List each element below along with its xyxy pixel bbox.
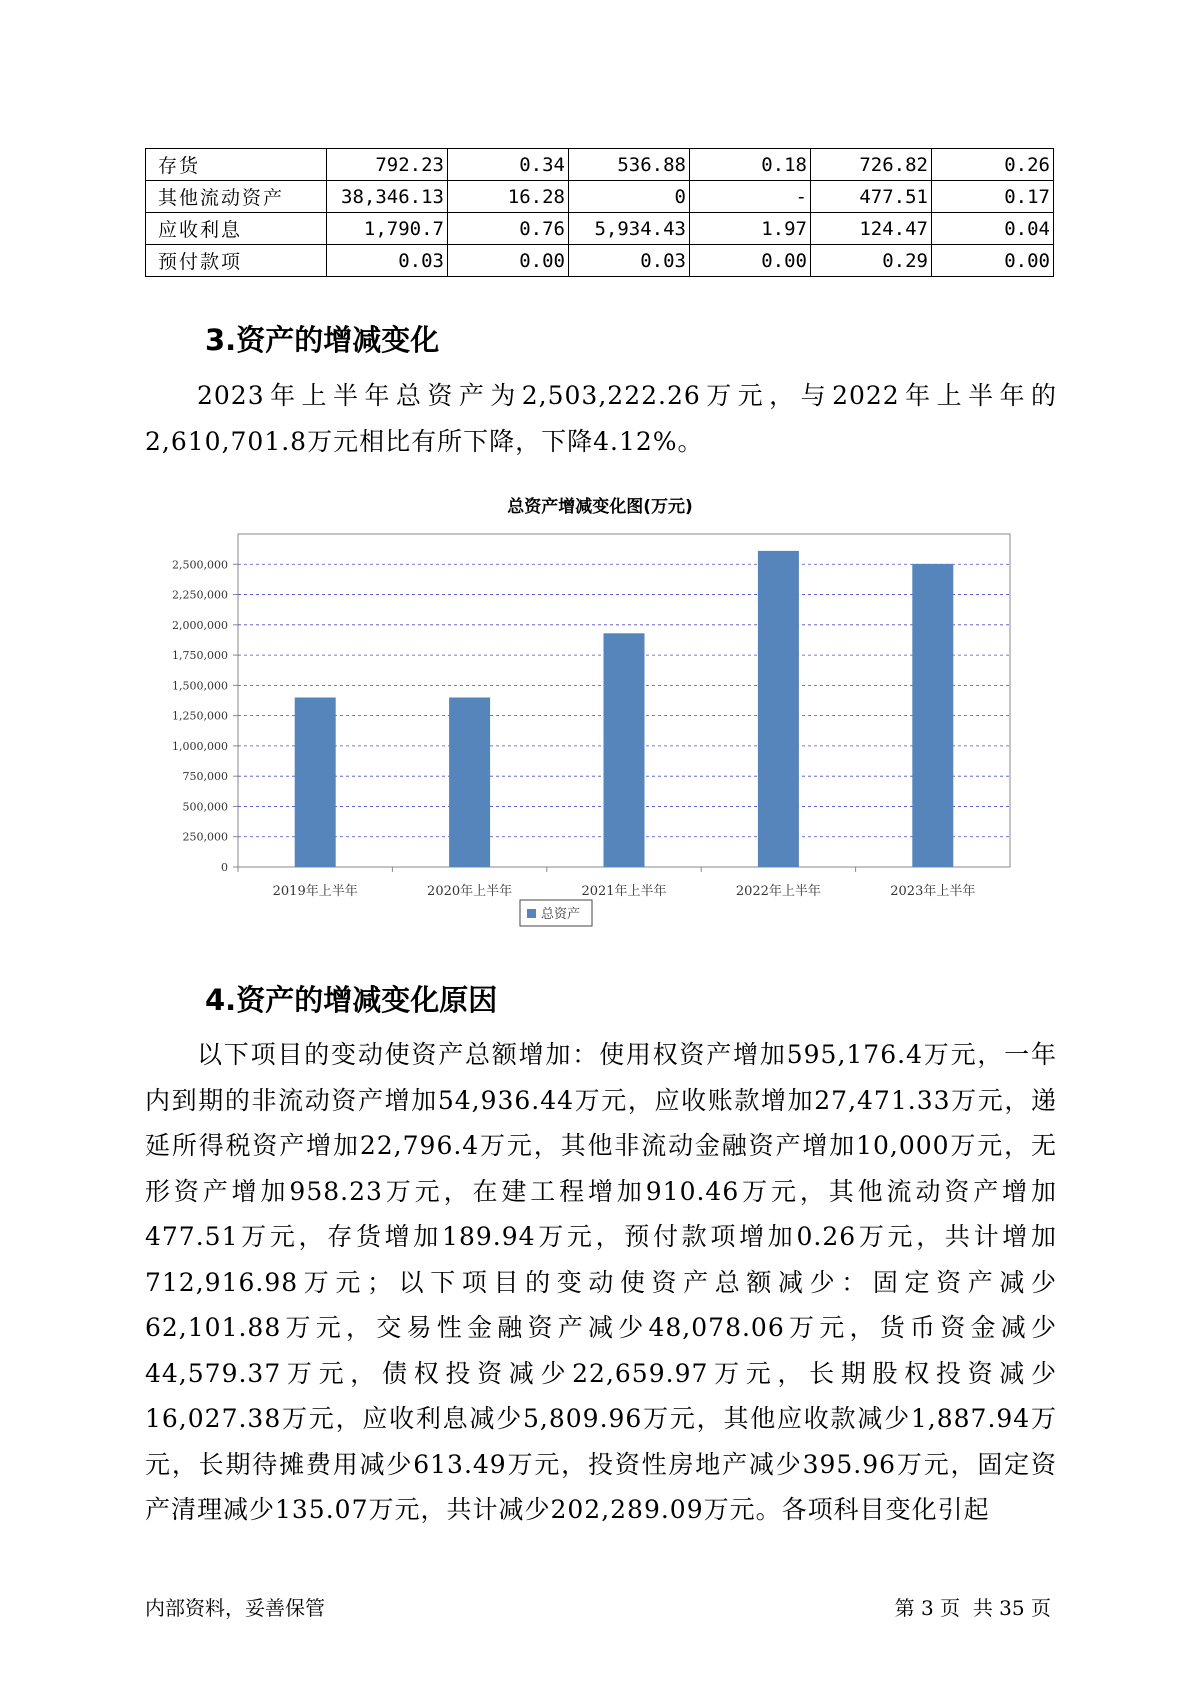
table-cell: 0.00 [690,245,811,277]
row-label: 应收利息 [146,213,327,245]
table-row [146,149,1054,181]
bar [295,697,336,867]
section-3-paragraph: 2023年上半年总资产为2,503,222.26万元，与2022年上半年的2,610,701.8万元相比有所下降，下降4.12%。 [145,381,1057,456]
x-tick-label: 2019年上半年 [272,884,358,899]
y-tick-label: 1,250,000 [172,709,228,723]
table-cell: 0 [569,181,690,213]
legend-swatch [527,909,536,918]
table-cell: 38,346.13 [327,181,448,213]
y-tick-label: 1,750,000 [172,649,228,663]
y-tick-label: 1,500,000 [172,679,228,693]
y-tick-label: 250,000 [182,830,228,844]
y-tick-label: 1,000,000 [172,739,228,753]
chart-title: 总资产增减变化图(万元) [507,497,693,517]
total-assets-chart [150,482,1050,942]
table-row [146,213,1054,245]
table-cell: - [690,181,811,213]
table-cell: 0.04 [932,213,1054,245]
section-4-heading: 4.资产的增减变化原因 [205,983,498,1017]
y-tick-label: 0 [221,861,228,874]
assets-table [145,148,1054,277]
y-tick-label: 500,000 [182,800,228,814]
table-cell: 0.34 [448,149,569,181]
row-label: 存货 [146,149,327,181]
table-row [146,181,1054,213]
section-3-heading: 3.资产的增减变化 [205,323,440,357]
table-cell: 16.28 [448,181,569,213]
table-cell: 536.88 [569,149,690,181]
table-cell: 0.18 [690,149,811,181]
x-tick-label: 2022年上半年 [735,884,821,899]
table-cell: 0.03 [569,245,690,277]
table-cell: 1,790.7 [327,213,448,245]
footer-page-number: 第 3 页 共 35 页 [894,1596,1051,1620]
y-tick-label: 2,000,000 [172,618,228,632]
row-label: 预付款项 [146,245,327,277]
bar [604,633,645,867]
table-cell: 0.00 [932,245,1054,277]
y-tick-label: 750,000 [182,770,228,784]
footer-confidential-note: 内部资料，妥善保管 [145,1596,325,1620]
y-tick-label: 2,500,000 [172,558,228,572]
bar [449,697,490,867]
bar [758,551,799,867]
y-tick-label: 2,250,000 [172,588,228,602]
x-tick-label: 2021年上半年 [581,884,667,899]
table-cell: 5,934.43 [569,213,690,245]
row-label: 其他流动资产 [146,181,327,213]
x-tick-label: 2020年上半年 [427,884,513,899]
table-cell: 792.23 [327,149,448,181]
table-cell: 0.76 [448,213,569,245]
chart-svg [150,482,1050,942]
table-cell: 0.17 [932,181,1054,213]
table-row [146,245,1054,277]
legend-label: 总资产 [541,907,581,922]
x-tick-label: 2023年上半年 [890,884,976,899]
table-cell: 726.82 [811,149,932,181]
section-4-paragraph: 以下项目的变动使资产总额增加：使用权资产增加595,176.4万元，一年内到期的非流动资产增加54,936.44万元，应收账款增加27,471.33万元，递延所得税资产增加22,796.4万元，其他非流动金融资产增加10,000万元，无形资产增加958.23万元，在建工程增加910.46万元，其他流动资产增加477.51万元，存货增加189.94万元，预付款项增加0.26万元，共计增加712,916.98万元；以下项目的变动使资产总额减少：固定资产减少62,101.88万元，交易性金融资产减少48,078.06万元，货币资金减少44,579.37万元，债权投资减少22,659.97万元，长期股权投资减少16,027.38万元，应收利息减少5,809.96万元，其他应收款减少1,887.94万元，长期待摊费用减少613.49万元，投资性房地产减少395.96万元，固定资产清理减少135.07万元，共计减少202,289.09万元。各项科目变化引起 [145,1040,1057,1524]
table-cell: 477.51 [811,181,932,213]
bar [912,564,953,867]
table-cell: 0.26 [932,149,1054,181]
table-cell: 1.97 [690,213,811,245]
table-cell: 124.47 [811,213,932,245]
table-cell: 0.29 [811,245,932,277]
table-cell: 0.03 [327,245,448,277]
table-cell: 0.00 [448,245,569,277]
